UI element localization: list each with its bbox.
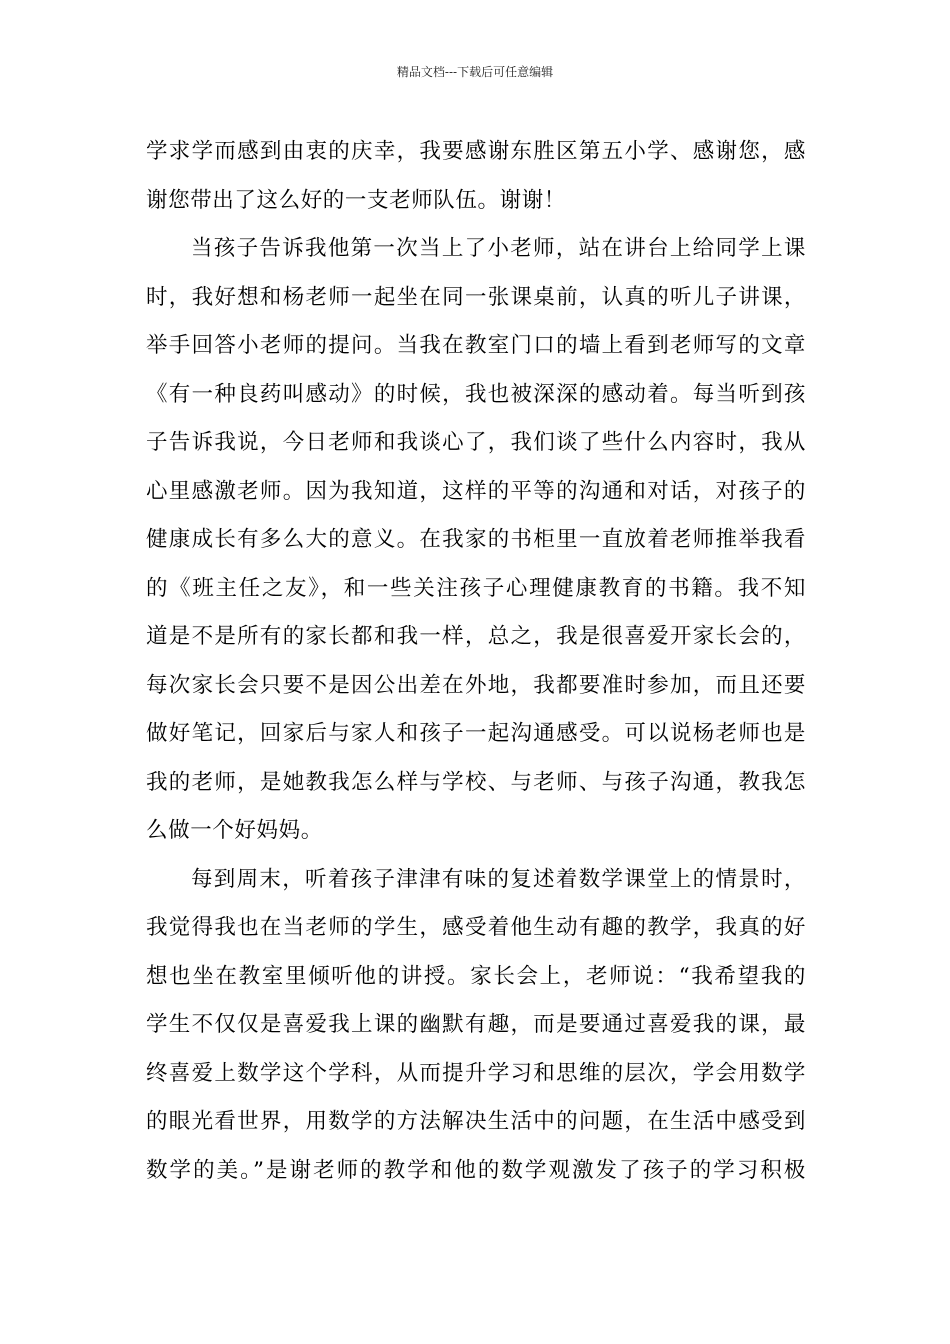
page-header: 精品文档---下载后可任意编辑 — [396, 65, 554, 79]
text-line: 我觉得我也在当老师的学生，感受着他生动有趣的教学，我真的好 — [146, 915, 806, 940]
text-line: 做好笔记，回家后与家人和孩子一起沟通感受。可以说杨老师也是 — [146, 721, 806, 746]
text-line: 的《班主任之友》，和一些关注孩子心理健康教育的书籍。我不知 — [146, 575, 806, 601]
text-line: 谢您带出了这么好的一支老师队伍。谢谢！ — [146, 187, 566, 213]
document-body — [146, 128, 806, 1195]
paragraph-start-line: 当孩子告诉我他第一次当上了小老师，站在讲台上给同学上课 — [191, 236, 806, 261]
text-line: 学生不仅仅是喜爱我上课的幽默有趣，而是要通过喜爱我的课，最 — [146, 1012, 806, 1037]
text-line: 心里感激老师。因为我知道，这样的平等的沟通和对话，对孩子的 — [146, 478, 806, 504]
text-line: 《有一种良药叫感动》的时候，我也被深深的感动着。每当听到孩 — [146, 381, 806, 407]
text-line: 的眼光看世界，用数学的方法解决生活中的问题，在生活中感受到 — [146, 1109, 806, 1134]
text-line: 每次家长会只要不是因公出差在外地，我都要准时参加，而且还要 — [146, 672, 806, 698]
text-line: 子告诉我说，今日老师和我谈心了，我们谈了些什么内容时，我从 — [146, 430, 806, 455]
text-line: 数学的美。”是谢老师的教学和他的数学观激发了孩子的学习积极 — [146, 1157, 806, 1183]
text-line: 想也坐在教室里倾听他的讲授。家长会上，老师说：“我希望我的 — [146, 963, 806, 989]
text-line: 学求学而感到由衷的庆幸，我要感谢东胜区第五小学、感谢您，感 — [146, 139, 806, 164]
text-line: 健康成长有多么大的意义。在我家的书柜里一直放着老师推举我看 — [146, 527, 806, 552]
paragraph-start-line: 每到周末，听着孩子津津有味的复述着数学课堂上的情景时， — [191, 866, 806, 892]
text-line: 么做一个好妈妈。 — [146, 818, 323, 843]
text-line: 举手回答小老师的提问。当我在教室门口的墙上看到老师写的文章 — [146, 333, 806, 358]
text-line: 道是不是所有的家长都和我一样，总之，我是很喜爱开家长会的， — [146, 624, 806, 649]
text-line: 我的老师，是她教我怎么样与学校、与老师、与孩子沟通，教我怎 — [146, 769, 806, 795]
text-line: 时，我好想和杨老师一起坐在同一张课桌前，认真的听儿子讲课， — [146, 284, 806, 310]
text-line: 终喜爱上数学这个学科，从而提升学习和思维的层次，学会用数学 — [146, 1060, 806, 1086]
